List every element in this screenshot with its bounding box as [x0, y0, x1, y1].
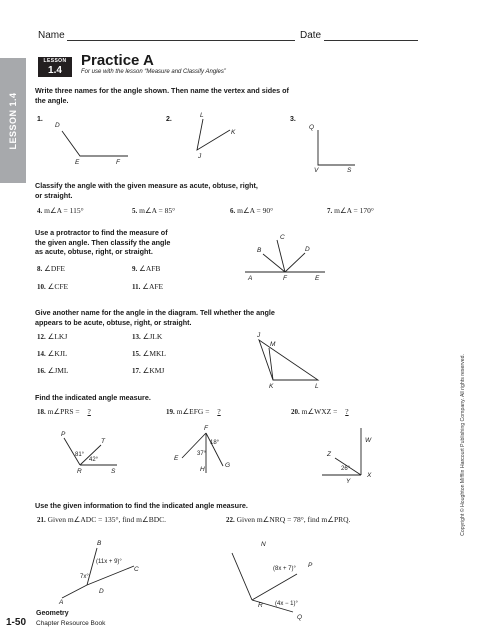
fig18-label-t: T	[101, 438, 105, 445]
q3-number: 3.	[290, 116, 296, 123]
q17: 17. ∠KMJ	[132, 366, 165, 375]
section4-instruction: Give another name for the angle in the diagram. Tell whether the angle appears to be acute, obtuse, right, or straight.	[35, 308, 275, 327]
q10: 10. ∠CFE	[37, 282, 69, 291]
q3-label-v: V	[314, 167, 319, 174]
q13: 13. ∠JLK	[132, 332, 163, 341]
section2-instruction: Classify the angle with the given measure as acute, obtuse, right, or straight.	[35, 181, 258, 200]
q3-angle	[318, 130, 355, 165]
fig18-label-p: P	[61, 431, 66, 438]
q6: 6. m∠A = 90°	[230, 206, 274, 215]
fig18-angle-42: 42°	[89, 457, 99, 463]
page-title: Practice A	[81, 52, 154, 69]
fig18-label-s: S	[111, 468, 116, 475]
fan-label-a: A	[248, 275, 253, 282]
q3-label-s: S	[347, 167, 352, 174]
fan-label-c: C	[280, 234, 285, 241]
q20: 20. m∠WXZ = ?	[291, 407, 349, 416]
fig19-label-h: H	[200, 466, 205, 473]
lesson-badge: LESSON 1.4	[38, 57, 72, 77]
q4: 4. m∠A = 115°	[37, 206, 84, 215]
q2-label-l: L	[200, 112, 204, 119]
section6-instruction: Use the given information to find the indicated angle measure.	[35, 501, 248, 510]
q2-label-j: J	[198, 153, 202, 160]
q14: 14. ∠KJL	[37, 349, 68, 358]
q3-label-q: Q	[309, 124, 315, 131]
fig22-label-p: P	[308, 562, 313, 569]
q12: 12. ∠LKJ	[37, 332, 68, 341]
fig20-angle-26: 26°	[341, 466, 351, 472]
q2-angle	[197, 119, 230, 150]
footer-subtitle: Chapter Resource Book	[36, 620, 106, 627]
fig19-label-g: G	[225, 462, 231, 469]
q1-label-e: E	[75, 159, 80, 166]
fig20-label-x: X	[367, 472, 372, 479]
q2-number: 2.	[166, 116, 172, 123]
fig18-label-r: R	[77, 468, 82, 475]
fig22-label-n: N	[261, 541, 266, 548]
date-label: Date	[300, 30, 322, 41]
fig20-label-w: W	[365, 437, 372, 444]
q1-number: 1.	[37, 116, 43, 123]
fig19-label-f: F	[204, 425, 208, 432]
q11: 11. ∠AFE	[132, 282, 164, 291]
tri-label-k: K	[269, 383, 274, 390]
fig20-label-y: Y	[346, 478, 351, 485]
fig22-label-q: Q	[297, 614, 303, 621]
fig20-label-z: Z	[327, 451, 331, 458]
q18: 18. m∠PRS = ?	[37, 407, 91, 416]
q22: 22. Given m∠NRQ = 78°, find m∠PRQ.	[226, 515, 351, 524]
fig22-expr-1: (8x + 7)°	[273, 566, 296, 572]
fig21-expr-1: (11x + 9)°	[96, 559, 122, 565]
fig21-label-a: A	[59, 599, 64, 606]
q5: 5. m∠A = 85°	[132, 206, 176, 215]
section3-instruction: Use a protractor to find the measure of the given angle. Then classify the angle as acute, obtuse, right, or straight.	[35, 228, 171, 256]
q2-label-k: K	[231, 129, 236, 136]
tri-label-j: J	[257, 332, 261, 339]
fan-label-b: B	[257, 247, 262, 254]
fan-label-e: E	[315, 275, 320, 282]
fan-label-f: F	[283, 275, 287, 282]
copyright-notice: Copyright © Houghton Mifflin Harcourt Publishing Company. All rights reserved.	[460, 354, 466, 536]
section5-instruction: Find the indicated angle measure.	[35, 393, 151, 402]
fig19-angle-18: 18°	[210, 440, 220, 446]
fig21-label-d: D	[99, 588, 104, 595]
fig21-label-b: B	[97, 540, 102, 547]
q8: 8. ∠DFE	[37, 264, 66, 273]
fig19-angle-37: 37°	[197, 451, 207, 457]
section1-instruction: Write three names for the angle shown. Then name the vertex and sides of the angle.	[35, 86, 289, 105]
fig21-label-c: C	[134, 566, 139, 573]
name-label: Name	[38, 30, 65, 41]
q19: 19. m∠EFG = ?	[166, 407, 221, 416]
q21: 21. Given m∠ADC = 135°, find m∠BDC.	[37, 515, 167, 524]
page-subtitle: For use with the lesson “Measure and Classify Angles”	[81, 69, 226, 75]
tri-label-m: M	[270, 341, 276, 348]
fig18-angle-81: 81°	[75, 452, 85, 458]
fig21-expr-2: 7x°	[80, 574, 89, 580]
q7: 7. m∠A = 170°	[327, 206, 374, 215]
fig19-label-e: E	[174, 455, 179, 462]
page-number: 1-50	[6, 617, 27, 628]
q1-label-d: D	[55, 122, 60, 129]
lesson-side-tab: LESSON 1.4	[0, 58, 26, 183]
triangle-jkl	[259, 340, 318, 380]
q9: 9. ∠AFB	[132, 264, 161, 273]
q1-angle	[62, 131, 128, 156]
fan-label-d: D	[305, 246, 310, 253]
q15: 15. ∠MKL	[132, 349, 167, 358]
fig22-label-r: R	[258, 602, 263, 609]
q16: 16. ∠JML	[37, 366, 69, 375]
tri-label-l: L	[315, 383, 319, 390]
q1-label-f: F	[116, 159, 120, 166]
fig22-expr-2: (4x − 1)°	[275, 601, 298, 607]
footer-book: Geometry	[36, 610, 69, 617]
